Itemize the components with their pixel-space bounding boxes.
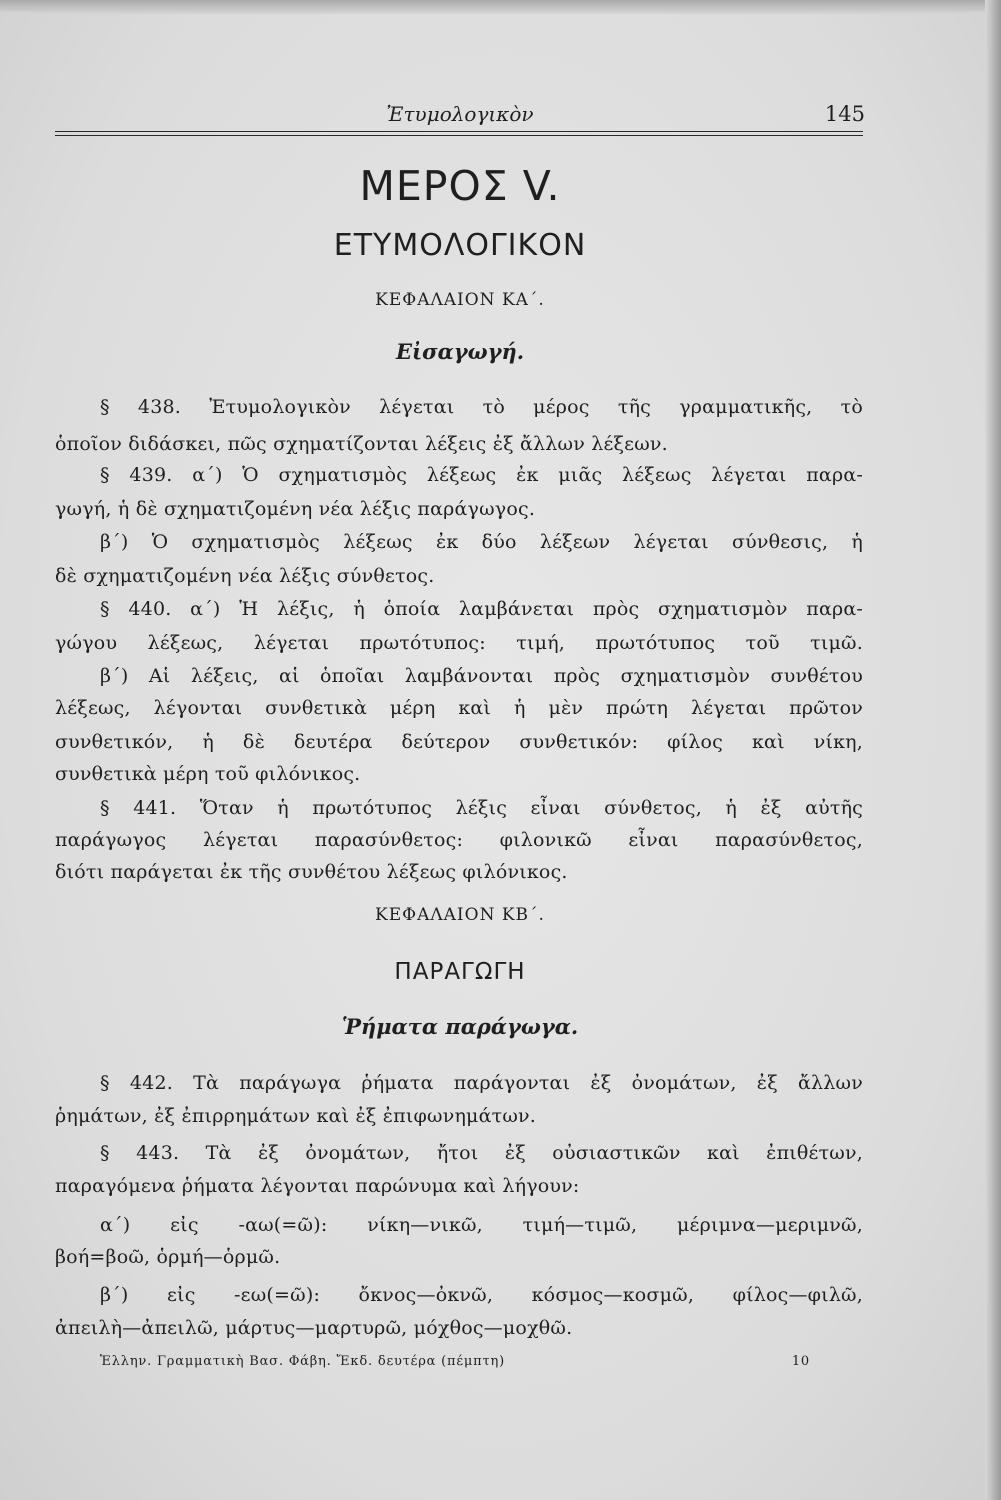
page-number: 145 bbox=[824, 102, 865, 126]
page-header bbox=[55, 100, 865, 130]
page-binding-edge bbox=[985, 0, 1001, 1500]
text-line: συνθετικὰ μέρη τοῦ φιλόνικος. bbox=[55, 763, 361, 785]
text-line: β΄) Ὁ σχηματισμὸς λέξεως ἐκ δύο λέξεων λέγεται σύνθεσις, ἡ bbox=[100, 531, 863, 553]
text-line: α΄) εἰς -αω(=ῶ): νίκη—νικῶ, τιμή—τιμῶ, μέριμνα—μεριμνῶ, bbox=[100, 1214, 863, 1236]
text-line: § 442. Τὰ παράγωγα ῥήματα παράγονται ἐξ ὀνομάτων, ἐξ ἄλλων bbox=[100, 1072, 863, 1094]
signature-number: 10 bbox=[791, 1354, 810, 1369]
page-footer bbox=[100, 1354, 810, 1369]
chapter-heading: ΚΕΦΑΛΑΙΟΝ ΚΒ΄. bbox=[375, 905, 545, 925]
footer-text: Ἑλλην. Γραμματικὴ Βασ. Φάβη. Ἔκδ. δευτέρα (πέμπτη) bbox=[100, 1354, 505, 1369]
text-line: § 441. Ὅταν ἡ πρωτότυπος λέξις εἶναι σύνθετος, ἡ ἐξ αὐτῆς bbox=[100, 797, 863, 819]
text-line: ὁποῖον διδάσκει, πῶς σχηματίζονται λέξεις ἐξ ἄλλων λέξεων. bbox=[55, 433, 668, 455]
page-top-edge bbox=[0, 0, 1001, 14]
text-line: δὲ σχηματιζομένη νέα λέξις σύνθετος. bbox=[55, 565, 435, 587]
text-line: ἀπειλὴ—ἀπειλῶ, μάρτυς—μαρτυρῶ, μόχθος—μοχθῶ. bbox=[55, 1317, 573, 1339]
text-line: παραγόμενα ῥήματα λέγονται παρώνυμα καὶ λήγουν: bbox=[55, 1175, 580, 1197]
text-line: § 443. Τὰ ἐξ ὀνομάτων, ἤτοι ἐξ οὐσιαστικῶν καὶ ἐπιθέτων, bbox=[100, 1142, 863, 1164]
text-line: παράγωγος λέγεται παρασύνθετος: φιλονικῶ εἶναι παρασύνθετος, bbox=[55, 829, 863, 851]
text-line: β΄) εἰς -εω(=ῶ): ὄκνος—ὀκνῶ, κόσμος—κοσμῶ, φίλος—φιλῶ, bbox=[100, 1284, 863, 1306]
text-line: ῥημάτων, ἐξ ἐπιρρημάτων καὶ ἐξ ἐπιφωνημάτων. bbox=[55, 1105, 537, 1127]
part-title: ΜΕΡΟΣ V. bbox=[359, 162, 561, 210]
text-line: βοή=βοῶ, ὁρμή—ὁρμῶ. bbox=[55, 1246, 281, 1268]
text-line: διότι παράγεται ἐκ τῆς συνθέτου λέξεως φιλόνικος. bbox=[55, 861, 568, 883]
chapter-title: ΠΑΡΑΓΩΓΗ bbox=[394, 959, 526, 985]
text-line: § 438. Ἐτυμολογικὸν λέγεται τὸ μέρος τῆς γραμματικῆς, τὸ bbox=[100, 396, 863, 418]
text-line: β΄) Αἱ λέξεις, αἱ ὁποῖαι λαμβάνονται πρὸς σχηματισμὸν συνθέτου bbox=[100, 665, 863, 687]
running-title: Ἐτυμολογικὸν bbox=[386, 102, 534, 126]
chapter-subheading: Εἰσαγωγή. bbox=[395, 339, 525, 364]
chapter-subheading: Ῥήματα παράγωγα. bbox=[341, 1014, 579, 1039]
section-title: ΕΤΥΜΟΛΟΓΙΚΟΝ bbox=[333, 228, 587, 263]
text-line: γωγή, ἡ δὲ σχηματιζομένη νέα λέξις παράγωγος. bbox=[55, 498, 536, 520]
text-line: § 439. α΄) Ὁ σχηματισμὸς λέξεως ἐκ μιᾶς λέξεως λέγεται παρα- bbox=[100, 464, 863, 486]
text-line: γώγου λέξεως, λέγεται πρωτότυπος: τιμή, πρωτότυπος τοῦ τιμῶ. bbox=[55, 632, 863, 654]
header-rule-bottom bbox=[55, 135, 863, 136]
text-line: συνθετικόν, ἡ δὲ δευτέρα δεύτερον συνθετικόν: φίλος καὶ νίκη, bbox=[55, 731, 863, 753]
chapter-heading: ΚΕΦΑΛΑΙΟΝ ΚΑ΄. bbox=[375, 290, 545, 310]
header-rule-top bbox=[55, 131, 863, 132]
text-line: λέξεως, λέγονται συνθετικὰ μέρη καὶ ἡ μὲν πρώτη λέγεται πρῶτον bbox=[55, 697, 863, 719]
text-line: § 440. α΄) Ἡ λέξις, ἡ ὁποία λαμβάνεται πρὸς σχηματισμὸν παρα- bbox=[100, 598, 863, 620]
